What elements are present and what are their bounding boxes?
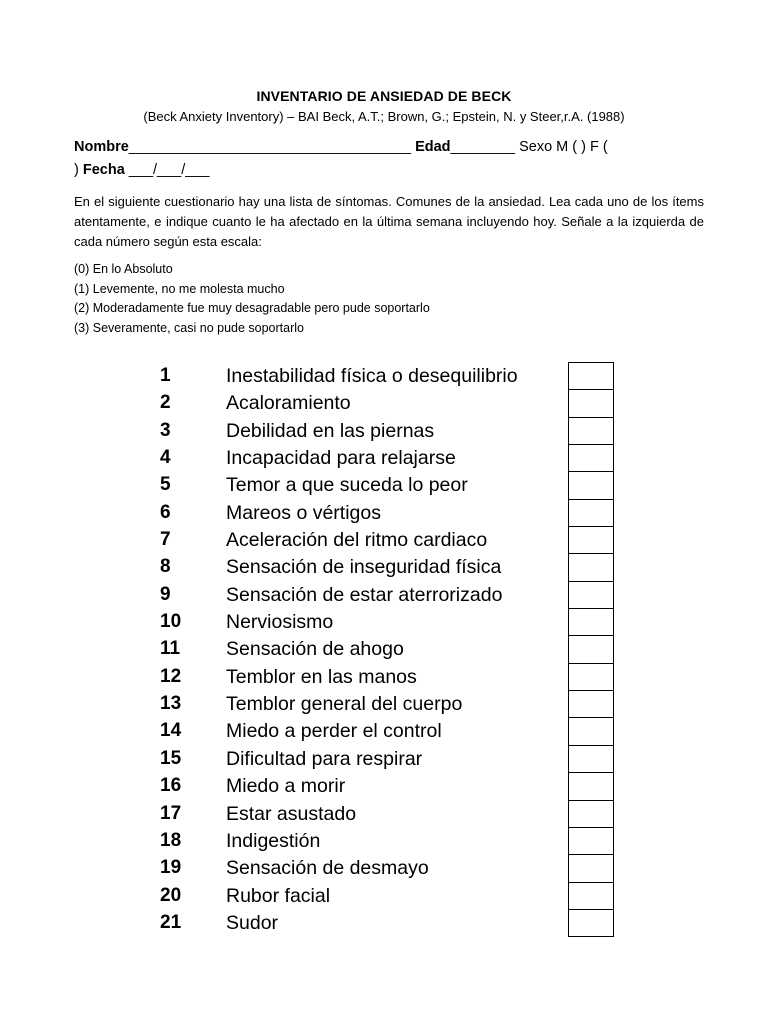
item-label: Miedo a morir — [226, 775, 346, 798]
item-label: Debilidad en las piernas — [226, 419, 435, 442]
item-label: Sensación de desmayo — [226, 857, 429, 880]
symptom-item — [0, 828, 768, 855]
symptom-list — [0, 363, 768, 937]
answer-column — [568, 362, 614, 937]
symptom-item — [0, 554, 768, 581]
answer-box[interactable] — [568, 608, 614, 635]
answer-box[interactable] — [568, 663, 614, 690]
rating-scale — [74, 260, 430, 338]
answer-box[interactable] — [568, 389, 614, 416]
item-label: Temor a que suceda lo peor — [226, 474, 468, 497]
item-label: Estar asustado — [226, 802, 357, 825]
document-subtitle: (Beck Anxiety Inventory) – BAI Beck, A.T.; Brown, G.; Epstein, N. y Steer,r.A. (1988) — [143, 109, 625, 124]
answer-box[interactable] — [568, 362, 614, 389]
answer-box[interactable] — [568, 800, 614, 827]
item-label: Miedo a perder el control — [226, 720, 442, 743]
date-label: Fecha — [82, 162, 125, 178]
item-number: 11 — [160, 638, 181, 660]
name-label: Nombre — [74, 139, 129, 155]
document-title: INVENTARIO DE ANSIEDAD DE BECK — [256, 88, 512, 104]
date-line — [74, 162, 209, 178]
item-label: Inestabilidad física o desequilibrio — [226, 365, 518, 387]
answer-box[interactable] — [568, 444, 614, 471]
answer-box[interactable] — [568, 717, 614, 744]
symptom-item — [0, 691, 768, 718]
symptom-item — [0, 609, 768, 636]
answer-box[interactable] — [568, 909, 614, 937]
item-label: Acaloramiento — [226, 392, 351, 415]
item-number: 15 — [160, 747, 182, 769]
item-label: Sudor — [226, 911, 279, 934]
item-label: Aceleración del ritmo cardiaco — [226, 529, 488, 552]
symptom-item — [0, 363, 768, 390]
symptom-item — [0, 636, 768, 663]
personal-data-line — [74, 139, 608, 155]
answer-box[interactable] — [568, 635, 614, 662]
item-label: Mareos o vértigos — [226, 501, 381, 524]
item-label: Indigestión — [226, 829, 321, 852]
item-number: 4 — [160, 447, 171, 469]
symptom-item — [0, 718, 768, 745]
symptom-item — [0, 445, 768, 472]
answer-box[interactable] — [568, 690, 614, 717]
item-number: 14 — [160, 720, 182, 742]
age-label: Edad — [415, 139, 451, 155]
item-number: 3 — [160, 419, 171, 441]
item-label: Rubor facial — [226, 884, 331, 907]
answer-box[interactable] — [568, 581, 614, 608]
item-number: 7 — [160, 529, 171, 551]
item-number: 2 — [160, 392, 171, 414]
item-number: 8 — [160, 556, 171, 578]
scale-item-2: (2) Moderadamente fue muy desagradable pero pude soportarlo — [74, 301, 430, 315]
item-label: Sensación de estar aterrorizado — [226, 583, 503, 606]
symptom-item — [0, 773, 768, 800]
answer-box[interactable] — [568, 854, 614, 881]
name-field[interactable]: ___________________________________ — [128, 139, 412, 155]
item-label: Temblor en las manos — [226, 665, 417, 688]
item-number: 21 — [160, 911, 182, 933]
scale-item-1: (1) Levemente, no me molesta mucho — [74, 281, 285, 296]
item-label: Sensación de ahogo — [226, 638, 404, 661]
item-number: 16 — [160, 775, 182, 797]
item-label: Nerviosismo — [226, 611, 334, 634]
item-number: 20 — [160, 884, 182, 906]
item-number: 12 — [160, 665, 182, 687]
symptom-item — [0, 500, 768, 527]
item-number: 6 — [160, 501, 171, 523]
item-number: 10 — [160, 611, 182, 633]
item-label: Dificultad para respirar — [226, 747, 423, 770]
answer-box[interactable] — [568, 882, 614, 909]
item-number: 5 — [160, 474, 171, 496]
answer-box[interactable] — [568, 471, 614, 498]
symptom-item — [0, 801, 768, 828]
symptom-item — [0, 855, 768, 882]
item-number: 1 — [160, 365, 171, 386]
symptom-item — [0, 472, 768, 499]
instructions-paragraph: En el siguiente cuestionario hay una lista de síntomas. Comunes de la ansiedad. Lea cada uno de los ítems atentamente, e indique cuanto le ha afectado en la última semana incluyendo hoy. Señale a la izquierda de cada número según esta escala: — [74, 194, 704, 249]
symptom-item — [0, 883, 768, 910]
item-number: 13 — [160, 693, 182, 715]
answer-box[interactable] — [568, 526, 614, 553]
answer-box[interactable] — [568, 745, 614, 772]
symptom-item — [0, 746, 768, 773]
item-number: 18 — [160, 829, 182, 851]
item-label: Sensación de inseguridad física — [226, 556, 502, 579]
symptom-item — [0, 910, 768, 937]
answer-box[interactable] — [568, 772, 614, 799]
answer-box[interactable] — [568, 499, 614, 526]
item-number: 19 — [160, 857, 182, 879]
symptom-item — [0, 390, 768, 417]
symptom-item — [0, 664, 768, 691]
symptom-item — [0, 418, 768, 445]
sex-field[interactable]: Sexo M ( ) F ( — [519, 139, 608, 155]
answer-box[interactable] — [568, 417, 614, 444]
item-number: 9 — [160, 583, 171, 605]
sex-field-closing: ) — [74, 162, 83, 178]
answer-box[interactable] — [568, 553, 614, 580]
symptom-item — [0, 527, 768, 554]
scale-item-0: (0) En lo Absoluto — [74, 262, 173, 276]
answer-box[interactable] — [568, 827, 614, 854]
age-field[interactable]: ________ — [450, 139, 516, 155]
date-field[interactable]: ___/___/___ — [124, 162, 210, 178]
symptom-item — [0, 582, 768, 609]
item-number: 17 — [160, 802, 182, 824]
item-label: Incapacidad para relajarse — [226, 447, 456, 470]
scale-item-3: (3) Severamente, casi no pude soportarlo — [74, 320, 304, 335]
item-label: Temblor general del cuerpo — [226, 693, 463, 716]
